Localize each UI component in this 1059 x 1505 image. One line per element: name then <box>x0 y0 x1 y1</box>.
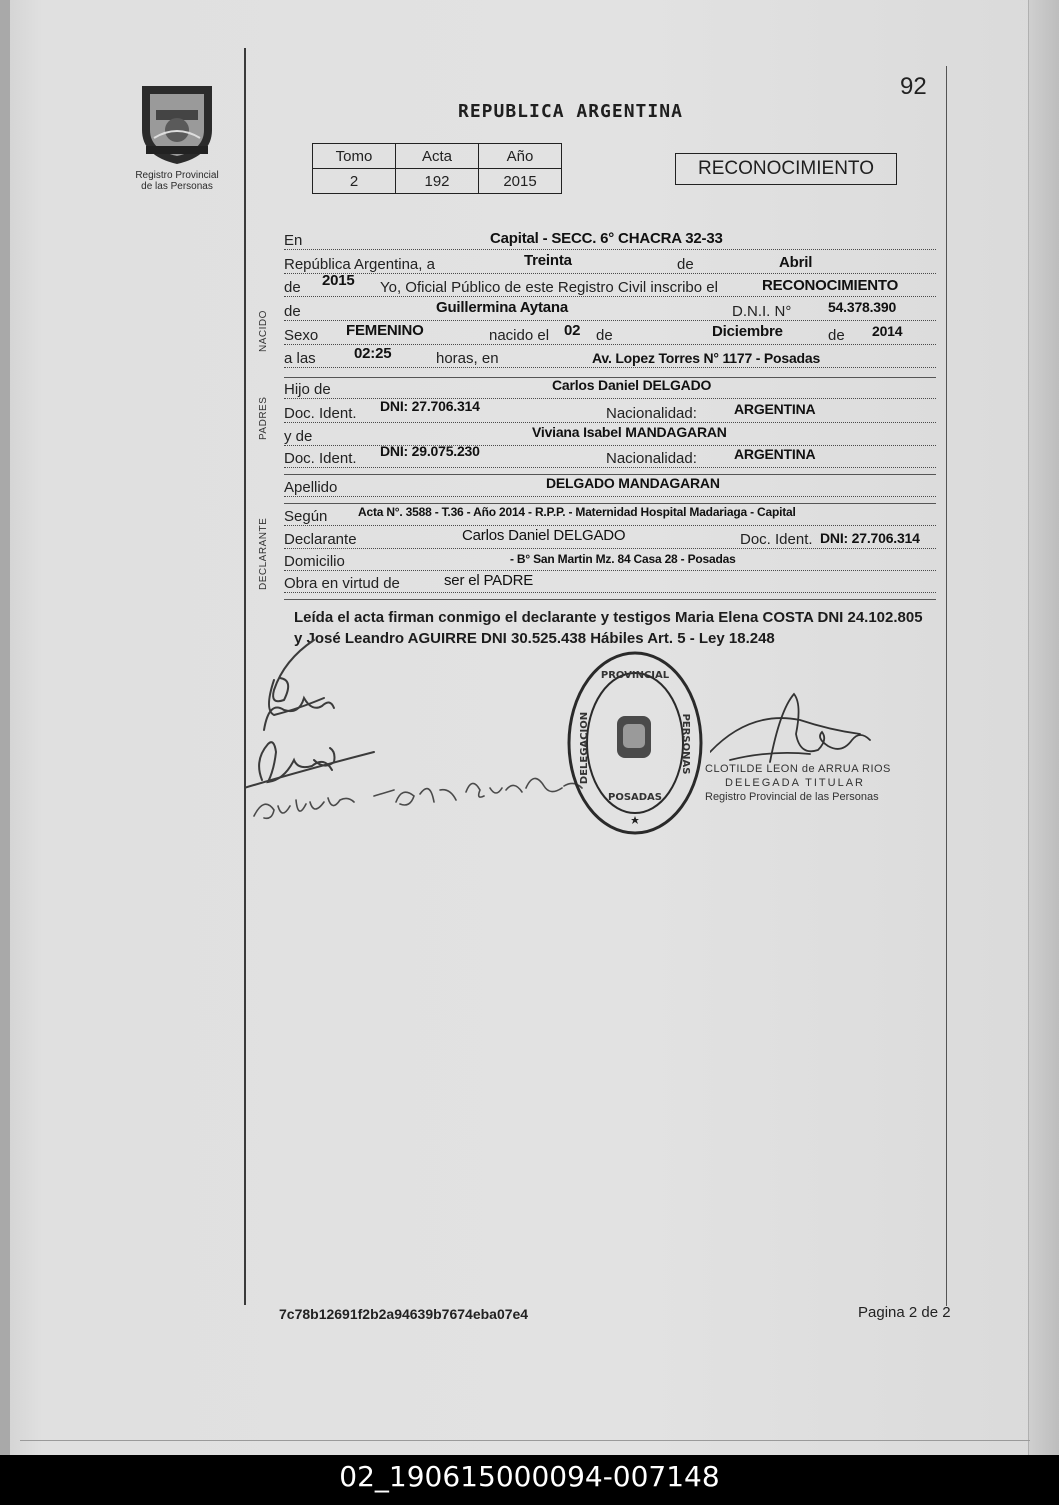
line-padre-doc: Doc. Ident. DNI: 27.706.314 Nacionalidad: ARGENTINA <box>284 405 936 426</box>
line-en: En Capital - SECC. 6° CHACRA 32-33 <box>284 232 936 253</box>
line-hora: a las 02:25 horas, en Av. Lopez Torres N° 1177 - Posadas <box>284 350 936 371</box>
line-nombre: de Guillermina Aytana D.N.I. N° 54.378.390 <box>284 303 936 324</box>
footer-page: Pagina 2 de 2 <box>858 1304 951 1321</box>
mother-doc: DNI: 29.075.230 <box>380 443 480 459</box>
apellido-value: DELGADO MANDAGARAN <box>546 475 720 491</box>
record-header-anio: Año <box>479 144 562 169</box>
line-obra: Obra en virtud de ser el PADRE <box>284 575 936 596</box>
section-label-padres: PADRES <box>258 396 269 440</box>
record-value-acta: 192 <box>396 169 479 194</box>
birth-month: Diciembre <box>712 323 783 340</box>
officer-block <box>705 762 905 804</box>
delegation-stamp-icon <box>565 648 705 838</box>
record-table <box>312 143 562 194</box>
closing-text: Leída el acta firman conmigo el declarante y testigos Maria Elena COSTA DNI 24.102.805 y José Leandro AGUIRRE DNI 30.525.438 Hábiles Art. 5 - Ley 18.248 <box>294 609 923 647</box>
officer-role: DELEGADA TITULAR <box>725 777 865 789</box>
child-name: Guillermina Aytana <box>436 299 568 316</box>
father-name: Carlos Daniel DELGADO <box>552 377 712 393</box>
svg-text:DELEGACION: DELEGACION <box>579 711 590 785</box>
declarante-doc: DNI: 27.706.314 <box>820 530 920 546</box>
obra-value: ser el PADRE <box>444 572 534 589</box>
right-margin-rule <box>946 66 947 1306</box>
line-madre: y de Viviana Isabel MANDAGARAN <box>284 428 936 449</box>
officer-institution: Registro Provincial de las Personas <box>705 791 879 803</box>
mother-nationality: ARGENTINA <box>734 446 816 462</box>
witness-signatures-icon <box>244 620 584 830</box>
footer-hash: 7c78b12691f2b2a94639b7674eba07e4 <box>279 1306 529 1322</box>
record-value-tomo: 2 <box>313 169 396 194</box>
act-type-box: RECONOCIMIENTO <box>675 153 897 185</box>
page-number: 92 <box>900 73 927 100</box>
birth-day: 02 <box>564 322 581 339</box>
line-segun: Según Acta N°. 3588 - T.36 - Año 2014 - R.P.P. - Maternidad Hospital Madariaga - Capital <box>284 508 936 529</box>
child-dni: 54.378.390 <box>828 299 897 315</box>
svg-text:POSADAS: POSADAS <box>607 792 663 803</box>
declarante-name: Carlos Daniel DELGADO <box>462 527 626 544</box>
line-declarante: Declarante Carlos Daniel DELGADO Doc. Ident. DNI: 27.706.314 <box>284 531 936 552</box>
mother-name: Viviana Isabel MANDAGARAN <box>532 424 727 440</box>
domicilio-value: - B° San Martin Mz. 84 Casa 28 - Posadas <box>510 552 736 566</box>
line-domicilio: Domicilio - B° San Martin Mz. 84 Casa 28 - Posadas <box>284 553 936 574</box>
day-value: Treinta <box>524 252 572 269</box>
sexo-value: FEMENINO <box>346 322 424 339</box>
record-value-anio: 2015 <box>479 169 562 194</box>
line-fecha: República Argentina, a Treinta de Abril <box>284 256 936 277</box>
svg-text:PERSONAS: PERSONAS <box>680 713 691 775</box>
scan-caption: 02_190615000094-007148 <box>339 1460 720 1493</box>
record-header-tomo: Tomo <box>313 144 396 169</box>
year-value: 2015 <box>322 272 355 289</box>
segun-value: Acta N°. 3588 - T.36 - Año 2014 - R.P.P. - Maternidad Hospital Madariaga - Capital <box>358 505 796 519</box>
father-doc: DNI: 27.706.314 <box>380 398 480 414</box>
line-sexo: Sexo FEMENINO nacido el 02 de Diciembre de 2014 <box>284 327 936 348</box>
officer-name: CLOTILDE LEON de ARRUA RIOS <box>705 763 891 775</box>
provincial-seal-icon <box>132 80 222 166</box>
birth-time: 02:25 <box>354 345 392 362</box>
line-padre: Hijo de Carlos Daniel DELGADO <box>284 381 936 402</box>
section-label-nacido: NACIDO <box>258 310 269 352</box>
line-oficial: de 2015 Yo, Oficial Público de este Registro Civil inscribo el RECONOCIMIENTO <box>284 279 936 300</box>
registry-logo <box>112 80 242 192</box>
document-title: REPUBLICA ARGENTINA <box>458 101 683 122</box>
act-value: RECONOCIMIENTO <box>762 277 899 294</box>
birth-year: 2014 <box>872 323 903 339</box>
place-value: Capital - SECC. 6° CHACRA 32-33 <box>490 230 723 247</box>
month-value: Abril <box>779 254 813 271</box>
section-label-declarante: DECLARANTE <box>258 517 269 590</box>
father-nationality: ARGENTINA <box>734 401 816 417</box>
svg-text:PROVINCIAL: PROVINCIAL <box>600 670 670 681</box>
record-header-acta: Acta <box>396 144 479 169</box>
birth-place: Av. Lopez Torres N° 1177 - Posadas <box>592 350 821 366</box>
line-apellido: Apellido DELGADO MANDAGARAN <box>284 479 936 500</box>
officer-signature-icon <box>710 690 890 770</box>
logo-caption: Registro Provincial de las Personas <box>135 170 219 192</box>
line-madre-doc: Doc. Ident. DNI: 29.075.230 Nacionalidad: ARGENTINA <box>284 450 936 471</box>
